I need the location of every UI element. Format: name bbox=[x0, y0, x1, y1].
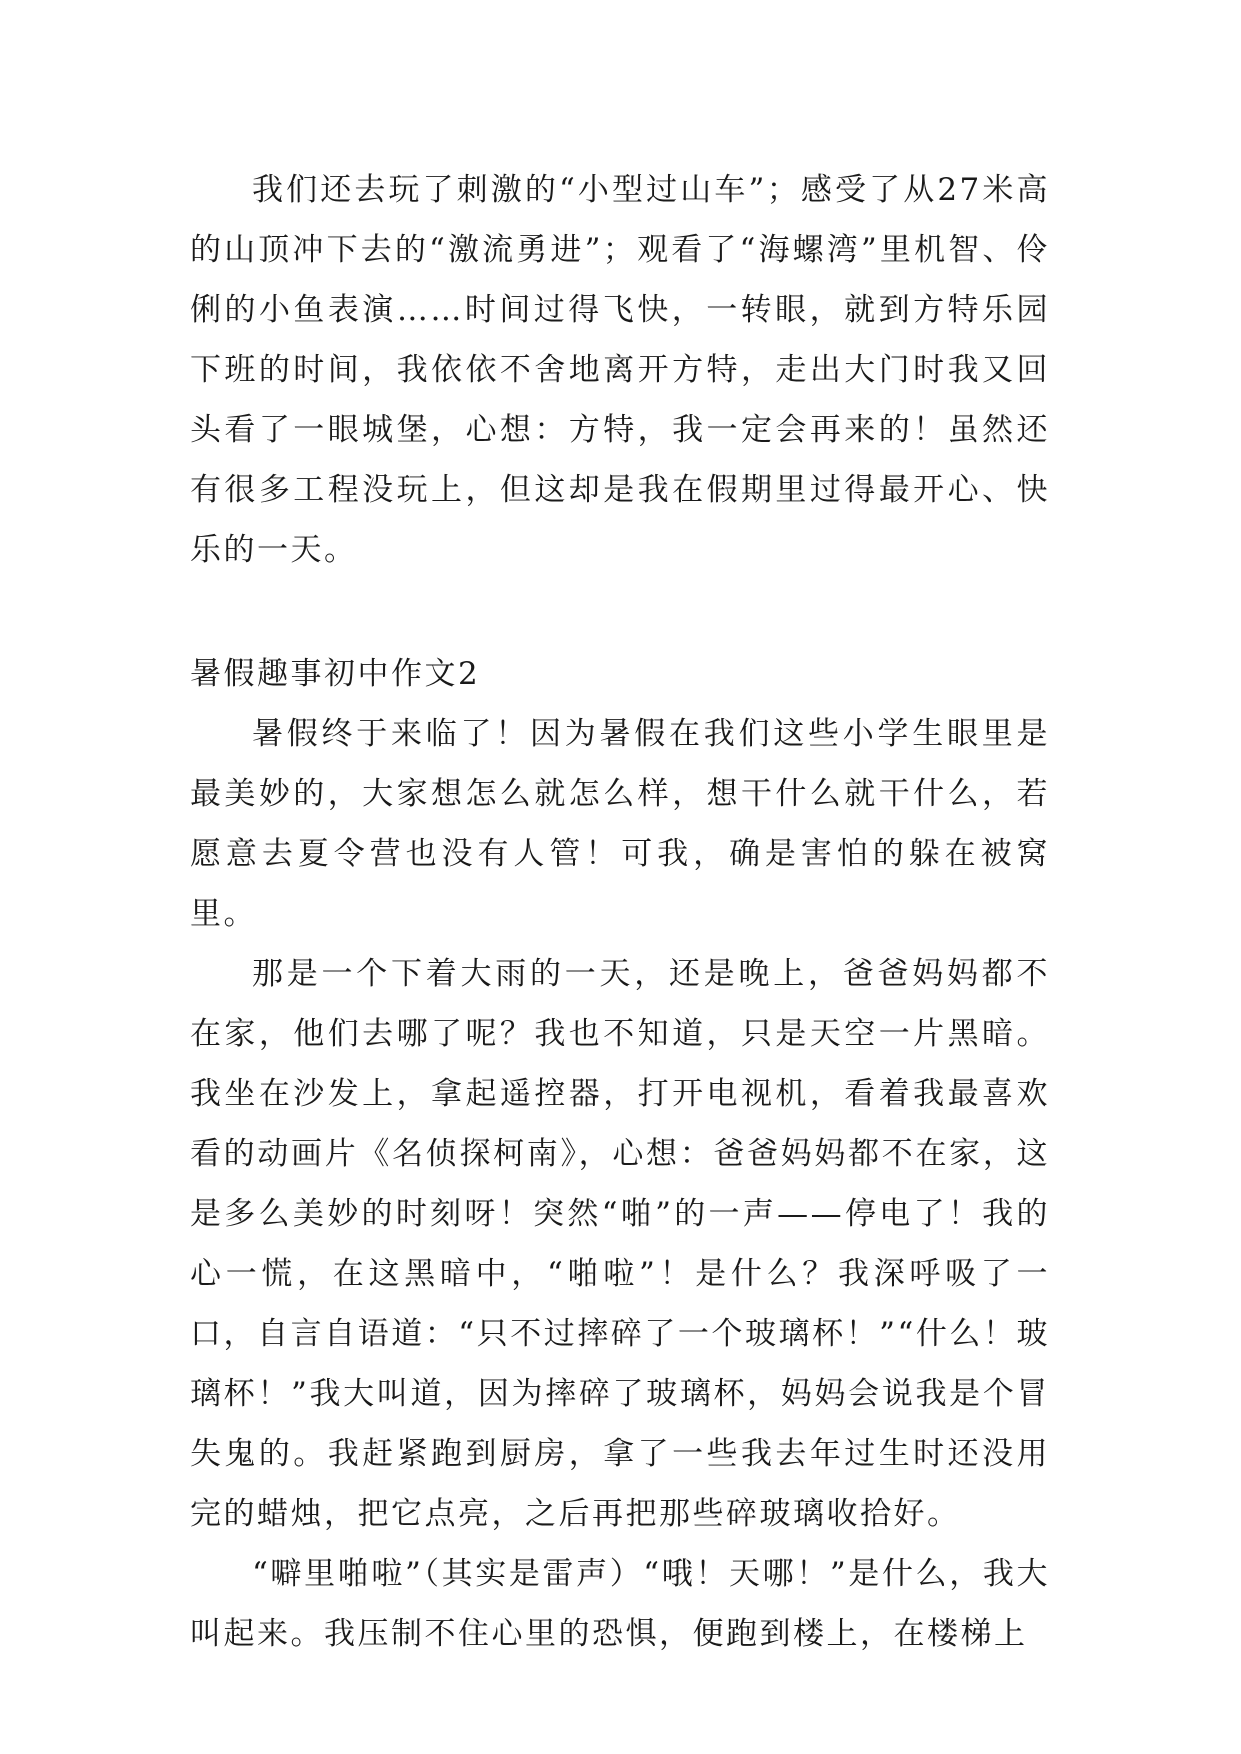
section-heading: 暑假趣事初中作文2 bbox=[190, 656, 481, 692]
document-page bbox=[190, 160, 1050, 1664]
paragraph: “噼里啪啦”（其实是雷声）“哦！天哪！”是什么，我大叫起来。我压制不住心里的恐惧，便跑到楼上，在楼梯上 bbox=[190, 1556, 1050, 1652]
paragraph: 我们还去玩了刺激的“小型过山车”；感受了从27米高的山顶冲下去的“激流勇进”；观看了“海螺湾”里机智、伶俐的小鱼表演……时间过得飞快，一转眼，就到方特乐园下班的时间，我依依不舍地离开方特，走出大门时我又回头看了一眼城堡，心想：方特，我一定会再来的！虽然还有很多工程没玩上，但这却是我在假期里过得最开心、快乐的一天。 bbox=[190, 172, 1050, 568]
paragraph: 暑假终于来临了！因为暑假在我们这些小学生眼里是最美妙的，大家想怎么就怎么样，想干什么就干什么，若愿意去夏令营也没有人管！可我，确是害怕的躲在被窝里。 bbox=[190, 716, 1050, 932]
paragraph: 那是一个下着大雨的一天，还是晚上，爸爸妈妈都不在家，他们去哪了呢？我也不知道，只是天空一片黑暗。我坐在沙发上，拿起遥控器，打开电视机，看着我最喜欢看的动画片《名侦探柯南》，心想：爸爸妈妈都不在家，这是多么美妙的时刻呀！突然“啪”的一声——停电了！我的心一慌，在这黑暗中，“啪啦”！是什么？我深呼吸了一口，自言自语道：“只不过摔碎了一个玻璃杯！”“什么！玻璃杯！”我大叫道，因为摔碎了玻璃杯，妈妈会说我是个冒失鬼的。我赶紧跑到厨房，拿了一些我去年过生时还没用完的蜡烛，把它点亮，之后再把那些碎玻璃收拾好。 bbox=[190, 956, 1050, 1532]
